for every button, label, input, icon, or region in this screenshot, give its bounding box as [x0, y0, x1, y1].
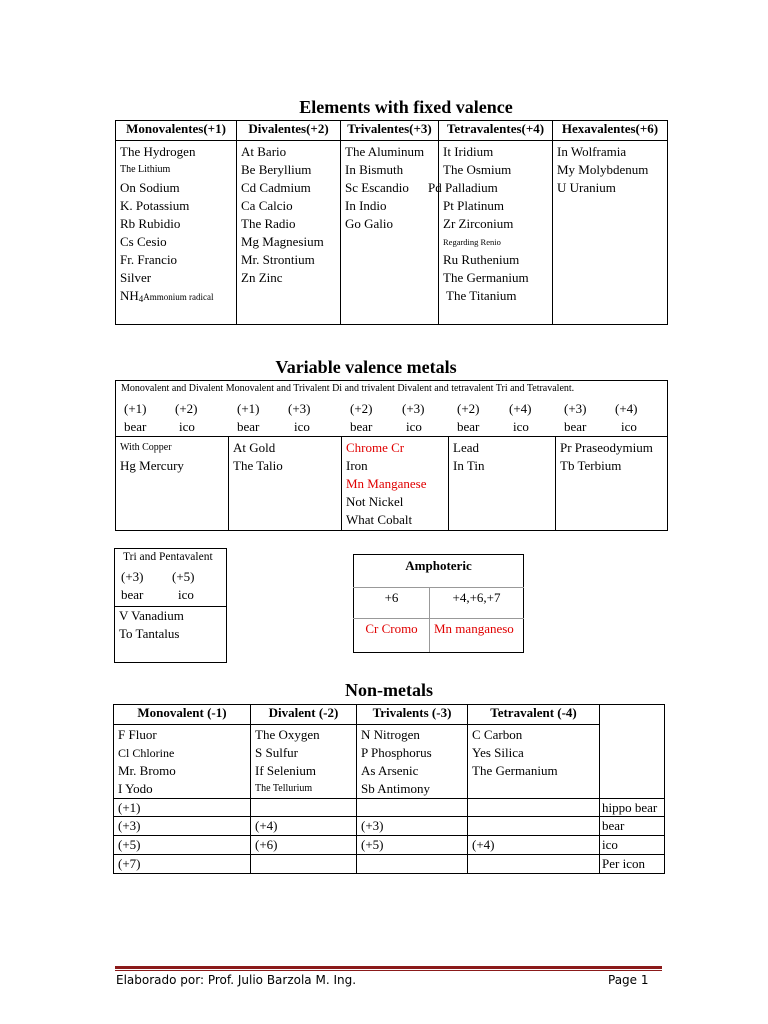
valence-value: (+2)	[175, 401, 198, 416]
list-item	[120, 287, 214, 308]
nonmetals-di-column	[251, 725, 357, 799]
list-item: Lead	[453, 440, 479, 455]
list-item: K. Potassium	[120, 198, 190, 213]
fixed-header-hexa: Hexavalentes(+6)	[553, 121, 668, 141]
list-item: P Phosphorus	[361, 745, 432, 760]
suffix-label: ico	[294, 419, 310, 434]
table-cell: (+1)	[114, 799, 251, 817]
list-item: Mr. Strontium	[241, 252, 315, 267]
table-cell	[357, 855, 468, 874]
list-item: Cl Chlorine	[118, 746, 175, 760]
list-item: In Tin	[453, 458, 485, 473]
fixed-mono-column	[116, 141, 237, 325]
table-cell	[468, 799, 600, 817]
table-row	[114, 817, 665, 836]
fixed-di-column	[237, 141, 341, 325]
nonmetals-title: Non-metals	[345, 680, 433, 700]
list-item: C Carbon	[472, 727, 523, 742]
list-item: The Aluminum	[345, 144, 425, 159]
list-item: In Wolframia	[557, 144, 627, 159]
amphoteric-table	[353, 554, 524, 653]
nonmetals-table	[113, 704, 665, 874]
list-item: It Iridium	[443, 144, 494, 159]
valence-value: (+3)	[402, 401, 425, 416]
nonmetals-mono-column	[114, 725, 251, 799]
fixed-tri-column	[341, 141, 439, 325]
list-item: What Cobalt	[346, 512, 413, 527]
suffix-label: bear	[350, 419, 373, 434]
nonmetals-tetra-column	[468, 725, 600, 799]
list-item: On Sodium	[120, 180, 180, 195]
list-item: The Radio	[241, 216, 296, 231]
valence-value: (+3)	[121, 569, 144, 584]
nonmetals-header: Tetravalent (-4)	[468, 705, 600, 725]
amphoteric-value: Cr Cromo	[354, 619, 430, 653]
table-cell: (+3)	[357, 817, 468, 836]
table-cell: (+4)	[251, 817, 357, 836]
list-item: The Germanium	[472, 763, 558, 778]
ammonium-label: Ammonium radical	[143, 292, 214, 302]
variable-col-di-tri	[342, 437, 449, 531]
nonmetals-header: Divalent (-2)	[251, 705, 357, 725]
list-item: Be Beryllium	[241, 162, 312, 177]
fixed-hexa-column	[553, 141, 668, 325]
fixed-tetra-column	[428, 141, 553, 325]
list-item: The Hydrogen	[120, 144, 196, 159]
list-item: Yes Silica	[472, 745, 524, 760]
suffix-label: ico	[179, 419, 195, 434]
table-cell: (+3)	[114, 817, 251, 836]
list-item: The Tellurium	[255, 783, 313, 794]
list-item: Sb Antimony	[361, 781, 430, 796]
list-item: Sc Escandio	[345, 180, 409, 195]
fixed-header-tetra: Tetravalentes(+4)	[439, 121, 553, 141]
list-item: At Gold	[233, 440, 276, 455]
list-item: The Lithium	[120, 164, 171, 175]
list-item: My Molybdenum	[557, 162, 649, 177]
list-item: If Selenium	[255, 763, 317, 778]
nonmetals-header-blank	[600, 705, 665, 799]
suffix-label: bear	[121, 587, 144, 602]
amphoteric-value: Mn manganeso	[430, 619, 524, 653]
list-item: At Bario	[241, 144, 287, 159]
footer-rule-thin	[115, 970, 662, 971]
list-item: Cs Cesio	[120, 234, 167, 249]
valence-value: (+3)	[288, 401, 311, 416]
list-item: In Bismuth	[345, 162, 404, 177]
variable-col-mono-tri	[229, 437, 342, 531]
list-item: Iron	[346, 458, 368, 473]
suffix-label: ico	[621, 419, 637, 434]
table-cell: Per icon	[600, 855, 665, 874]
list-item: Mn Manganese	[346, 476, 427, 491]
variable-valence-table	[115, 380, 668, 531]
variable-col-mono-di	[116, 437, 229, 531]
list-item: The Oxygen	[255, 727, 320, 742]
list-item: The Osmium	[443, 162, 512, 177]
fixed-header-mono: Monovalentes(+1)	[116, 121, 237, 141]
valence-value: (+4)	[509, 401, 532, 416]
list-item: Silver	[120, 270, 152, 285]
suffix-label: ico	[178, 587, 194, 602]
variable-header-row	[116, 381, 668, 437]
list-item: Mr. Bromo	[118, 763, 176, 778]
list-item: I Yodo	[118, 781, 153, 796]
list-item: The Talio	[233, 458, 283, 473]
tripentavalent-title: Tri and Pentavalent	[123, 551, 213, 563]
valence-value: (+2)	[350, 401, 373, 416]
table-cell	[251, 799, 357, 817]
list-item: Rb Rubidio	[120, 216, 181, 231]
list-item: Ru Ruthenium	[443, 252, 520, 267]
valence-value: (+5)	[172, 569, 195, 584]
footer-author: Elaborado por: Prof. Julio Barzola M. Ing.	[116, 973, 357, 987]
table-cell: ico	[600, 836, 665, 855]
tripentavalent-table	[114, 548, 227, 663]
list-item: U Uranium	[557, 180, 616, 195]
list-item: Ca Calcio	[241, 198, 293, 213]
fixed-header-tri: Trivalentes(+3)	[341, 121, 439, 141]
table-cell: (+5)	[357, 836, 468, 855]
amphoteric-col-label: +6	[354, 588, 430, 619]
list-item: The Titanium	[446, 288, 517, 303]
table-cell: (+4)	[468, 836, 600, 855]
footer-page-number: Page 1	[608, 973, 649, 987]
table-cell	[468, 855, 600, 874]
nonmetals-tri-column	[357, 725, 468, 799]
valence-value: (+4)	[615, 401, 638, 416]
ammonium-formula: NH	[120, 288, 139, 303]
list-item: Go Galio	[345, 216, 394, 231]
list-item: Regarding Renio	[443, 237, 501, 247]
valence-value: (+1)	[237, 401, 260, 416]
fixed-valence-title: Elements with fixed valence	[299, 97, 513, 117]
amphoteric-col-label: +4,+6,+7	[430, 588, 524, 619]
fixed-valence-table	[115, 120, 668, 325]
list-item: The Germanium	[443, 270, 529, 285]
table-row	[114, 799, 665, 817]
amphoteric-title: Amphoteric	[354, 555, 524, 588]
suffix-label: ico	[513, 419, 529, 434]
list-item: Pt Platinum	[443, 198, 505, 213]
valence-value: (+1)	[124, 401, 147, 416]
suffix-label: bear	[457, 419, 480, 434]
variable-col-di-tetra	[449, 437, 556, 531]
nonmetals-header: Trivalents (-3)	[357, 705, 468, 725]
list-item: Hg Mercury	[120, 458, 184, 473]
suffix-label: ico	[406, 419, 422, 434]
list-item: Pr Praseodymium	[560, 440, 653, 455]
table-row	[114, 855, 665, 874]
variable-valence-title: Variable valence metals	[275, 357, 457, 377]
variable-col-tri-tetra	[556, 437, 668, 531]
ammonium-subscript: 4	[138, 294, 144, 304]
tripentavalent-items	[115, 607, 227, 663]
list-item: S Sulfur	[255, 745, 298, 760]
list-item: Mg Magnesium	[241, 234, 324, 249]
table-cell: (+5)	[114, 836, 251, 855]
list-item: Zn Zinc	[241, 270, 283, 285]
tripentavalent-header	[115, 549, 227, 607]
suffix-label: bear	[124, 419, 147, 434]
list-item: Cd Cadmium	[241, 180, 311, 195]
variable-header-line: Monovalent and Divalent Monovalent and Trivalent Di and trivalent Divalent and tetravalent Tri and Tetravalent.	[121, 383, 575, 394]
suffix-label: bear	[237, 419, 260, 434]
table-cell: bear	[600, 817, 665, 836]
list-item: To Tantalus	[119, 626, 180, 641]
list-item: With Copper	[120, 442, 172, 453]
list-item: Pd Palladium	[428, 180, 498, 195]
table-row	[114, 836, 665, 855]
fixed-header-di: Divalentes(+2)	[237, 121, 341, 141]
table-cell	[251, 855, 357, 874]
valence-value: (+2)	[457, 401, 480, 416]
list-item: V Vanadium	[119, 608, 184, 623]
list-item: In Indio	[345, 198, 387, 213]
suffix-label: bear	[564, 419, 587, 434]
list-item: As Arsenic	[361, 763, 419, 778]
table-cell: (+6)	[251, 836, 357, 855]
list-item: N Nitrogen	[361, 727, 420, 742]
nonmetals-header: Monovalent (-1)	[114, 705, 251, 725]
list-item: Not Nickel	[346, 494, 404, 509]
table-cell	[468, 817, 600, 836]
valence-value: (+3)	[564, 401, 587, 416]
list-item: Tb Terbium	[560, 458, 622, 473]
list-item: Fr. Francio	[120, 252, 178, 267]
footer-rule	[115, 966, 662, 969]
table-cell: (+7)	[114, 855, 251, 874]
list-item: Chrome Cr	[346, 440, 405, 455]
table-cell	[357, 799, 468, 817]
list-item: F Fluor	[118, 727, 157, 742]
table-cell: hippo bear	[600, 799, 665, 817]
list-item: Zr Zirconium	[443, 216, 514, 231]
